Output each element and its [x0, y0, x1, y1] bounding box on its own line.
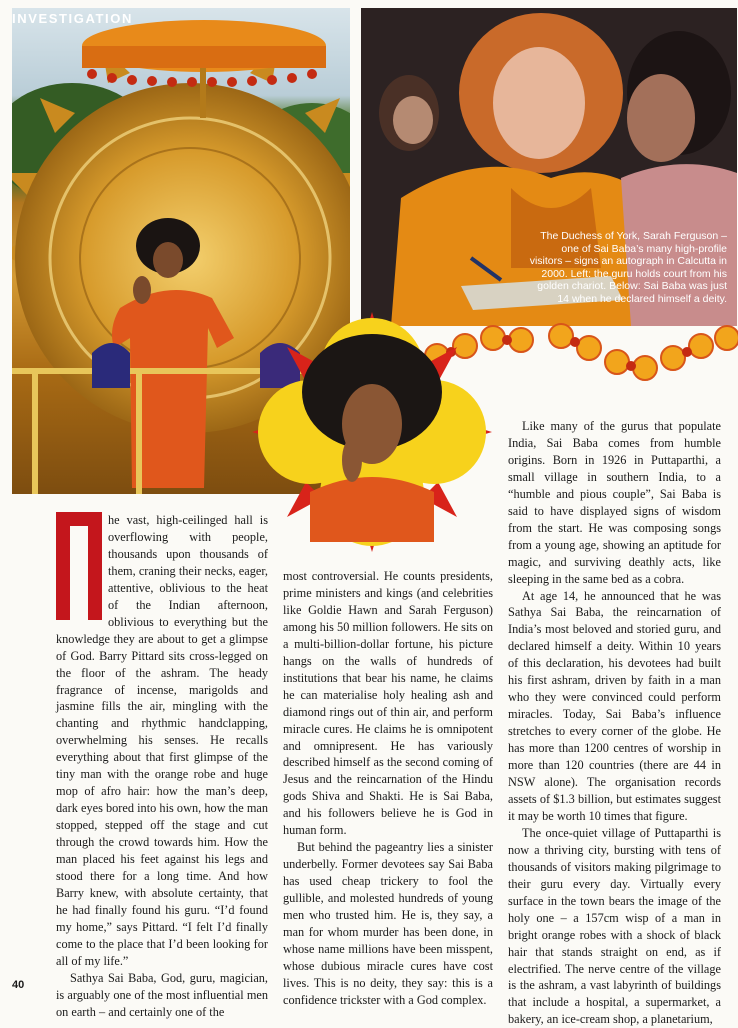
paragraph: The once-quiet village of Puttaparthi is now a thriving city, bursting with tens of thousands of visitors making pilgrimage to their guru every day. Virtually every surface in the town bears the image of the holy one – a 157cm wisp of a man in bright orange robes with a shock of black hair that stands straight on end, as if electrified. The nerve centre of the village is the ashram, a vast labyrinth of buildings that include a hospital, a supermarket, a bakery, an ice-cream shop, a planetarium, [508, 825, 721, 1027]
paragraph: Like many of the gurus that populate India, Sai Baba comes from humble origins. Born in 1926 in Puttaparthi, a small village in southern India, to a “humble and pious couple”, Sai Baba is said to have displayed signs of wisdom from the start. He was composing songs from a young age, showing an aptitude for magic, and surviving deathly acts, like sleeping in the same bed as a cobra. [508, 419, 721, 586]
paragraph: At age 14, he announced that he was Sathya Sai Baba, the reincarnation of India’s most beloved and storied guru, and declared himself a deity. Within 10 years of this declaration, his devotees had built his first ashram, driven by faith in a man who they were convinced could perform miracles. Today, Sai Baba’s influence stretches to every corner of the globe. He has more than 1200 centres of worship in more than 120 countries (there are 44 in NSW alone). The organisation records assets of $1.3 billion, but estimates suggest it may be worth 10 times that figure. [508, 588, 721, 823]
paragraph: Sathya Sai Baba, God, guru, magician, is arguably one of the most influential men on earth – and certainly one of the [56, 970, 268, 1019]
paragraph: he vast, high-ceilinged hall is overflowing with people, thousands upon thousands of them, craning their necks, eager, attentive, oblivious to the heat of the Indian afternoon, oblivious to everything but the knowledge they are about to get a glimpse of God. Barry Pittard sits cross-legged on the floor of the ashram. The heady fragrance of incense, marigolds and jasmine fills the air, mingling with the chanting and rhythmic handclapping, overwhelming his senses. He recalls everything about that first glimpse of the tiny man with the orange robe and huge mop of afro hair: how the man’s deep, dark eyes bored into his own, how the man stopped, stepped off the stage and cut through the crowd towards him. How the man placed his feet against his legs and stood there for a long time. And how Barry knew, with absolute certainty, that he had finally found his guru. “I’d found my home,” says Pittard. “I felt I’d finally come to the place that I’d been looking for all of my life.” [56, 513, 268, 968]
page-number: 40 [12, 979, 25, 991]
paragraph: most controversial. He counts presidents, prime ministers and kings (and celebrities like Goldie Hawn and Sarah Ferguson) among his 50 million followers. He sits on a multi-billion-dollar fortune, his picture hangs on the walls of hundreds of institutions that bear his name, he claims he can materialise holy healing ash and diamond rings out of thin air, and perform miracle cures. He claims he is omnipotent and omnipresent. He has variously described himself as the second coming of Jesus and the reincarnation of the Hindu gods Shiva and Shakti. He is Sai Baba, and his followers believe he is God in human form. [283, 569, 493, 838]
column-3 [508, 418, 721, 1028]
drop-cap-t [56, 512, 102, 620]
photo-caption: The Duchess of York, Sarah Ferguson – one of Sai Baba’s many high-profile visitors – signs an autograph in Calcutta in 2000. Left: the guru holds court from his golden chariot. Below: Sai Baba was just 14 when he declared himself a deity. [529, 230, 727, 305]
column-2 [283, 568, 493, 1009]
column-1 [56, 512, 268, 1021]
young-guru-portrait [250, 308, 500, 553]
paragraph: But behind the pageantry lies a sinister underbelly. Former devotees say Sai Baba has used cheap trickery to fool the gullible, and molested hundreds of young men who trusted him. He is, they say, a man for whom murder has been done, in whose name millions have been misspent, whose dubious miracle cures have cost lives. This is no deity, they say: this is a confidence trickster with a God complex. [283, 840, 493, 1007]
section-label: INVESTIGATION [12, 11, 133, 26]
photo-duchess-autograph [361, 8, 737, 326]
